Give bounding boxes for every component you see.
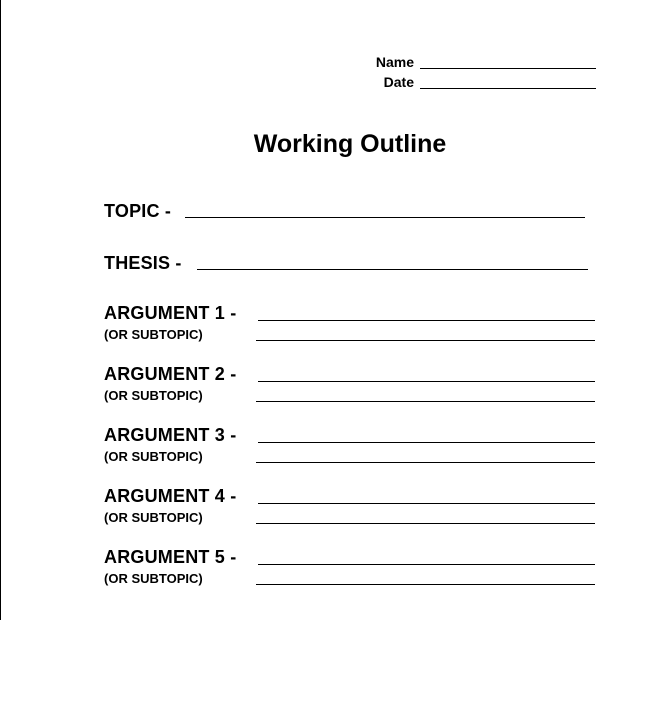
argument-5-label: ARGUMENT 5 -	[104, 547, 237, 567]
argument-1-field-line[interactable]	[258, 320, 595, 321]
topic-label: TOPIC -	[104, 201, 172, 221]
argument-4-sublabel: (OR SUBTOPIC)	[104, 510, 203, 525]
argument-3-sublabel: (OR SUBTOPIC)	[104, 449, 203, 464]
argument-3-label: ARGUMENT 3 -	[104, 425, 237, 445]
page-title: Working Outline	[253, 130, 447, 158]
argument-4-field-line[interactable]	[258, 503, 595, 504]
argument-5-subtopic-line[interactable]	[256, 584, 595, 585]
date-label: Date	[383, 74, 414, 90]
argument-4-label: ARGUMENT 4 -	[104, 486, 237, 506]
argument-2-label: ARGUMENT 2 -	[104, 364, 237, 384]
argument-3-field-line[interactable]	[258, 442, 595, 443]
argument-4-subtopic-line[interactable]	[256, 523, 595, 524]
thesis-label: THESIS -	[104, 253, 182, 273]
argument-2-field-line[interactable]	[258, 381, 595, 382]
argument-5-sublabel: (OR SUBTOPIC)	[104, 571, 203, 586]
argument-1-sublabel: (OR SUBTOPIC)	[104, 327, 203, 342]
argument-3-subtopic-line[interactable]	[256, 462, 595, 463]
thesis-field-line[interactable]	[197, 269, 588, 270]
page-left-edge	[0, 0, 1, 620]
argument-5-field-line[interactable]	[258, 564, 595, 565]
argument-1-label: ARGUMENT 1 -	[104, 303, 237, 323]
argument-1-subtopic-line[interactable]	[256, 340, 595, 341]
name-field-line[interactable]	[420, 68, 596, 69]
argument-2-sublabel: (OR SUBTOPIC)	[104, 388, 203, 403]
name-label: Name	[375, 54, 414, 70]
topic-field-line[interactable]	[185, 217, 585, 218]
argument-2-subtopic-line[interactable]	[256, 401, 595, 402]
date-field-line[interactable]	[420, 88, 596, 89]
